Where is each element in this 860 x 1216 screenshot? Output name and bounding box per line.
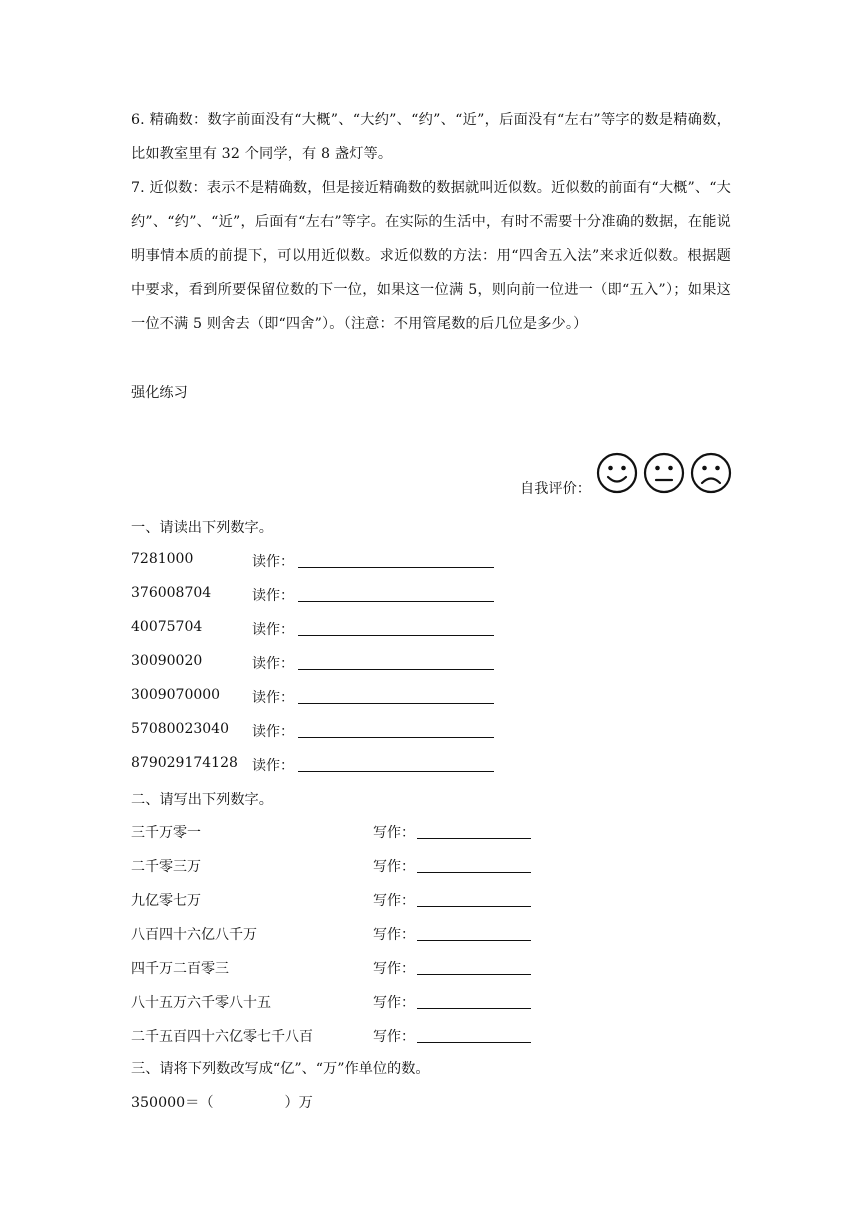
answer-blank[interactable] [298, 601, 494, 602]
answer-blank[interactable] [417, 872, 531, 873]
sad-face-icon[interactable] [690, 452, 732, 494]
answer-blank[interactable] [298, 669, 494, 670]
definition-exact-number: 6. 精确数：数字前面没有“大概”、“大约”、“约”、“近”，后面没有“左右”等字的数是精确数，比如教室里有 32 个同学，有 8 盏灯等。 [131, 112, 731, 162]
section-3-item: 350000＝（ ）万 [131, 1095, 313, 1111]
exercise-prompt: 40075704 [131, 619, 203, 635]
answer-label: 读作： [252, 622, 294, 638]
answer-blank[interactable] [298, 737, 494, 738]
answer-label: 写作： [373, 1029, 415, 1045]
answer-blank[interactable] [417, 838, 531, 839]
answer-label: 写作： [373, 825, 415, 841]
exercise-prompt: 30090020 [131, 653, 203, 669]
exercise-prompt: 三千万零一 [131, 825, 201, 841]
answer-label: 读作： [252, 656, 294, 672]
answer-label: 读作： [252, 758, 294, 774]
answer-blank[interactable] [417, 1042, 531, 1043]
exercise-prompt: 879029174128 [131, 755, 238, 771]
answer-label: 读作： [252, 690, 294, 706]
answer-label: 写作： [373, 961, 415, 977]
exercise-prompt: 376008704 [131, 585, 212, 601]
exercise-prompt: 57080023040 [131, 721, 229, 737]
answer-blank[interactable] [298, 635, 494, 636]
neutral-face-icon[interactable] [643, 452, 685, 494]
answer-blank[interactable] [417, 940, 531, 941]
exercise-prompt: 四千万二百零三 [131, 961, 229, 977]
answer-label: 读作： [252, 554, 294, 570]
section-3-title: 三、请将下列数改写成“亿”、“万”作单位的数。 [131, 1061, 430, 1077]
exercise-prompt: 二千零三万 [131, 859, 201, 875]
answer-label: 读作： [252, 724, 294, 740]
answer-blank[interactable] [298, 703, 494, 704]
answer-label: 读作： [252, 588, 294, 604]
answer-label: 写作： [373, 859, 415, 875]
practice-heading: 强化练习 [131, 385, 188, 401]
answer-blank[interactable] [417, 906, 531, 907]
self-evaluation-label: 自我评价： [520, 481, 591, 497]
answer-blank[interactable] [417, 1008, 531, 1009]
answer-label: 写作： [373, 893, 415, 909]
exercise-prompt: 九亿零七万 [131, 893, 201, 909]
exercise-prompt: 八百四十六亿八千万 [131, 927, 257, 943]
smile-face-icon[interactable] [596, 452, 638, 494]
section-1-title: 一、请读出下列数字。 [131, 520, 273, 536]
answer-blank[interactable] [298, 771, 494, 772]
exercise-prompt: 八十五万六千零八十五 [131, 995, 271, 1011]
answer-blank[interactable] [417, 974, 531, 975]
exercise-prompt: 3009070000 [131, 687, 221, 703]
exercise-prompt: 二千五百四十六亿零七千八百 [131, 1029, 313, 1045]
answer-blank[interactable] [298, 567, 494, 568]
answer-label: 写作： [373, 995, 415, 1011]
answer-label: 写作： [373, 927, 415, 943]
definition-approximate-number: 7. 近似数：表示不是精确数，但是接近精确数的数据就叫近似数。近似数的前面有“大概”、“大约”、“约”、“近”，后面有“左右”等字。在实际的生活中，有时不需要十分准确的数据，在能说明事情本质的前提下，可以用近似数。求近似数的方法：用“四舍五入法”来求近似数。根据题中要求，看到所要保留位数的下一位，如果这一位满 5，则向前一位进一（即“五入”）；如果这一位不满 5 则舍去（即“四舍”）。（注意：不用管尾数的后几位是多少。） [131, 180, 731, 332]
exercise-prompt: 7281000 [131, 551, 194, 567]
section-2-title: 二、请写出下列数字。 [131, 792, 273, 808]
